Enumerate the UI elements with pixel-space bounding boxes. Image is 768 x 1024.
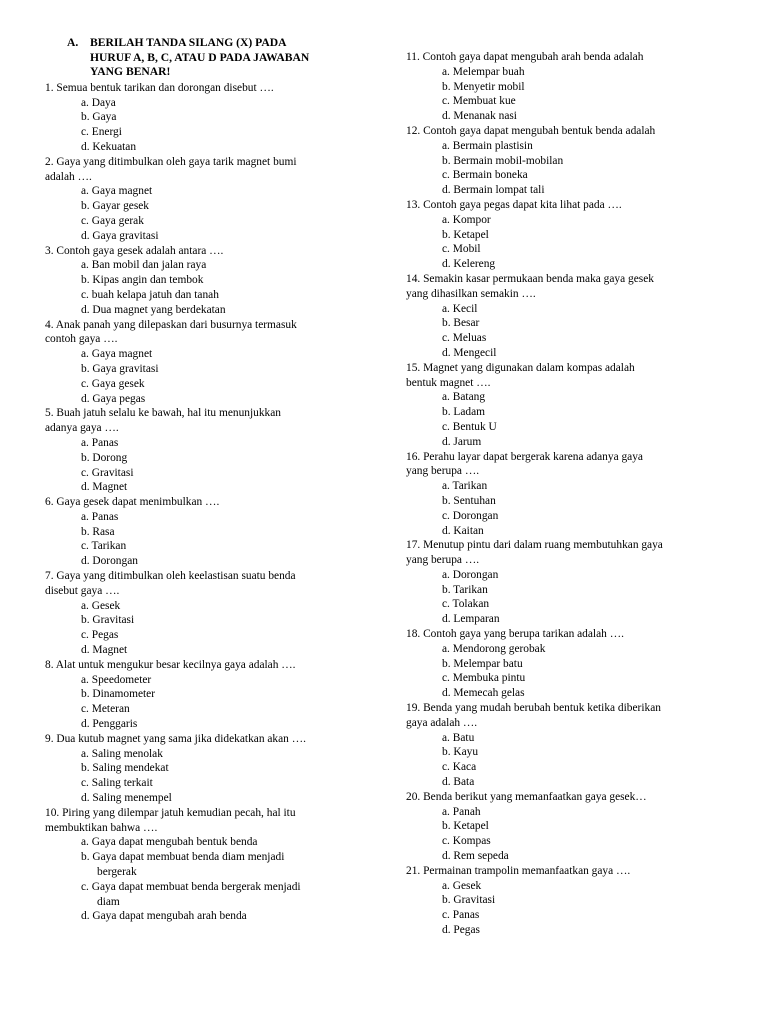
answer-option[interactable]: c. Gravitasi bbox=[81, 466, 134, 479]
question-text: adanya gaya …. bbox=[45, 422, 119, 435]
question-text: 17. Menutup pintu dari dalam ruang membutuhkan gaya bbox=[406, 539, 663, 552]
answer-option[interactable]: d. Saling menempel bbox=[81, 792, 172, 805]
answer-option[interactable]: c. Tolakan bbox=[442, 598, 490, 611]
answer-option[interactable]: a. Kompor bbox=[442, 213, 491, 226]
answer-option[interactable]: c. Pegas bbox=[81, 629, 119, 642]
answer-option[interactable]: c. Membuat kue bbox=[442, 95, 516, 108]
question-text: yang berupa …. bbox=[406, 554, 480, 567]
question-block bbox=[406, 272, 736, 361]
answer-option[interactable]: c. Panas bbox=[442, 909, 480, 922]
question-text: 4. Anak panah yang dilepaskan dari busurnya termasuk bbox=[45, 318, 297, 331]
question-text: yang dihasilkan semakin …. bbox=[406, 287, 536, 300]
answer-option[interactable]: c. Saling terkait bbox=[81, 777, 153, 790]
answer-option[interactable]: d. Lemparan bbox=[442, 613, 500, 626]
question-text: 2. Gaya yang ditimbulkan oleh gaya tarik magnet bumi bbox=[45, 155, 297, 168]
question-text: 16. Perahu layar dapat bergerak karena adanya gaya bbox=[406, 450, 643, 463]
answer-option[interactable]: b. Gaya gravitasi bbox=[81, 362, 159, 375]
question-block bbox=[45, 806, 365, 924]
question-text: 1. Semua bentuk tarikan dan dorongan disebut …. bbox=[45, 81, 274, 94]
answer-option[interactable]: a. Panah bbox=[442, 805, 481, 818]
answer-option[interactable]: c. buah kelapa jatuh dan tanah bbox=[81, 288, 219, 301]
answer-option[interactable]: a. Batang bbox=[442, 391, 486, 404]
question-block bbox=[45, 569, 365, 658]
answer-option[interactable]: c. Dorongan bbox=[442, 509, 499, 522]
answer-option[interactable]: d. Dorongan bbox=[81, 555, 138, 568]
question-text: membuktikan bahwa …. bbox=[45, 821, 158, 834]
question-block bbox=[406, 627, 736, 701]
question-text: 20. Benda berikut yang memanfaatkan gaya gesek… bbox=[406, 790, 647, 803]
answer-option[interactable]: b. Rasa bbox=[81, 525, 115, 538]
answer-option[interactable]: d. Gaya dapat mengubah arah benda bbox=[81, 910, 247, 923]
answer-option[interactable]: a. Bermain plastisin bbox=[442, 139, 533, 152]
answer-option[interactable]: d. Kelereng bbox=[442, 258, 496, 271]
question-text: 10. Piring yang dilempar jatuh kemudian pecah, hal itu bbox=[45, 806, 296, 819]
answer-option[interactable]: d. Jarum bbox=[442, 435, 482, 448]
question-text: 12. Contoh gaya dapat mengubah bentuk benda adalah bbox=[406, 124, 656, 137]
question-block bbox=[45, 658, 365, 732]
answer-option[interactable]: b. Dorong bbox=[81, 451, 128, 464]
answer-option[interactable]: d. Gaya pegas bbox=[81, 392, 146, 405]
answer-option[interactable]: a. Tarikan bbox=[442, 480, 488, 493]
answer-option[interactable]: c. Gaya dapat membuat benda bergerak menjadi bbox=[81, 880, 301, 893]
answer-option[interactable]: b. Saling mendekat bbox=[81, 762, 169, 775]
answer-option[interactable]: d. Rem sepeda bbox=[442, 850, 509, 863]
section-letter: A. bbox=[67, 36, 79, 49]
answer-option[interactable]: d. Bata bbox=[442, 776, 475, 789]
answer-option[interactable]: d. Penggaris bbox=[81, 718, 138, 731]
question-text: adalah …. bbox=[45, 170, 92, 183]
question-text: 18. Contoh gaya yang berupa tarikan adalah …. bbox=[406, 628, 624, 641]
answer-option[interactable]: b. Menyetir mobil bbox=[442, 80, 525, 93]
question-text: 21. Permainan trampolin memanfaatkan gaya …. bbox=[406, 864, 631, 877]
answer-option[interactable]: c. Gaya gerak bbox=[81, 214, 144, 227]
question-list-right bbox=[406, 50, 736, 938]
answer-option[interactable]: d. Menanak nasi bbox=[442, 110, 517, 123]
question-block bbox=[406, 198, 736, 272]
question-list-left bbox=[45, 81, 365, 924]
question-block bbox=[45, 244, 365, 318]
answer-option[interactable]: a. Dorongan bbox=[442, 568, 499, 581]
answer-option[interactable]: a. Kecil bbox=[442, 302, 478, 315]
answer-option[interactable]: diam bbox=[97, 895, 120, 908]
answer-option[interactable]: a. Batu bbox=[442, 731, 475, 744]
answer-option[interactable]: b. Ketapel bbox=[442, 820, 489, 833]
question-text: 11. Contoh gaya dapat mengubah arah benda adalah bbox=[406, 51, 644, 63]
answer-option[interactable]: d. Dua magnet yang berdekatan bbox=[81, 303, 226, 316]
question-block bbox=[45, 495, 365, 569]
answer-option[interactable]: a. Gesek bbox=[442, 879, 482, 892]
answer-option[interactable]: c. Membuka pintu bbox=[442, 672, 526, 685]
answer-option[interactable]: a. Daya bbox=[81, 96, 116, 109]
answer-option[interactable]: a. Saling menolak bbox=[81, 747, 163, 760]
answer-option[interactable]: d. Magnet bbox=[81, 644, 128, 657]
question-text: 15. Magnet yang digunakan dalam kompas adalah bbox=[406, 361, 635, 374]
question-block bbox=[406, 50, 736, 124]
answer-option[interactable]: c. Meteran bbox=[81, 703, 130, 716]
answer-option[interactable]: b. Melempar batu bbox=[442, 657, 523, 670]
answer-option[interactable]: b. Kayu bbox=[442, 746, 479, 759]
question-text: contoh gaya …. bbox=[45, 333, 118, 346]
answer-option[interactable]: d. Pegas bbox=[442, 924, 480, 937]
answer-option[interactable]: b. Sentuhan bbox=[442, 494, 496, 507]
answer-option[interactable]: c. Kaca bbox=[442, 761, 477, 774]
answer-option[interactable]: b. Gaya dapat membuat benda diam menjadi bbox=[81, 851, 285, 864]
answer-option[interactable]: bergerak bbox=[97, 866, 137, 879]
answer-option[interactable]: c. Meluas bbox=[442, 332, 487, 345]
instruction-heading bbox=[45, 36, 365, 80]
answer-option[interactable]: a. Melempar buah bbox=[442, 65, 525, 78]
answer-option[interactable]: b. Bermain mobil-mobilan bbox=[442, 154, 564, 167]
answer-option[interactable]: a. Gaya magnet bbox=[81, 185, 153, 198]
answer-option[interactable]: b. Gravitasi bbox=[442, 894, 496, 907]
question-text: 6. Gaya gesek dapat menimbulkan …. bbox=[45, 496, 220, 509]
question-text: 7. Gaya yang ditimbulkan oleh keelastisan suatu benda bbox=[45, 570, 296, 583]
question-block bbox=[45, 732, 365, 806]
answer-option[interactable]: c. Mobil bbox=[442, 243, 481, 256]
answer-option[interactable]: d. Memecah gelas bbox=[442, 687, 525, 700]
question-block bbox=[45, 81, 365, 155]
answer-option[interactable]: c. Bentuk U bbox=[442, 420, 497, 433]
right-column bbox=[406, 50, 736, 938]
answer-option[interactable]: d. Mengecil bbox=[442, 346, 497, 359]
question-block bbox=[406, 450, 736, 539]
answer-option[interactable]: b. Ladam bbox=[442, 406, 486, 419]
answer-option[interactable]: d. Kaitan bbox=[442, 524, 484, 537]
answer-option[interactable]: b. Gaya bbox=[81, 111, 117, 124]
question-text: 5. Buah jatuh selalu ke bawah, hal itu menunjukkan bbox=[45, 407, 281, 420]
answer-option[interactable]: d. Bermain lompat tali bbox=[442, 184, 545, 197]
question-text: 14. Semakin kasar permukaan benda maka gaya gesek bbox=[406, 272, 654, 285]
question-block bbox=[45, 406, 365, 495]
question-block bbox=[406, 701, 736, 790]
answer-option[interactable]: a. Speedometer bbox=[81, 673, 152, 686]
answer-option[interactable]: a. Ban mobil dan jalan raya bbox=[81, 259, 207, 272]
question-block bbox=[406, 124, 736, 198]
question-text: bentuk magnet …. bbox=[406, 376, 491, 389]
question-text: 19. Benda yang mudah berubah bentuk ketika diberikan bbox=[406, 702, 661, 715]
answer-option[interactable]: a. Gesek bbox=[81, 599, 121, 612]
answer-option[interactable]: c. Kompas bbox=[442, 835, 491, 848]
question-block bbox=[406, 790, 736, 864]
answer-option[interactable]: b. Besar bbox=[442, 317, 480, 330]
question-text: gaya adalah …. bbox=[406, 716, 478, 729]
answer-option[interactable]: b. Ketapel bbox=[442, 228, 489, 241]
question-text: 9. Dua kutub magnet yang sama jika didekatkan akan …. bbox=[45, 732, 306, 745]
question-text: 13. Contoh gaya pegas dapat kita lihat pada …. bbox=[406, 198, 622, 211]
answer-option[interactable]: b. Gravitasi bbox=[81, 614, 135, 627]
instruction-text bbox=[90, 36, 365, 80]
answer-option[interactable]: c. Energi bbox=[81, 126, 122, 139]
answer-option[interactable]: d. Kekuatan bbox=[81, 140, 137, 153]
answer-option[interactable]: c. Tarikan bbox=[81, 540, 127, 553]
answer-option[interactable]: b. Dinamometer bbox=[81, 688, 156, 701]
answer-option[interactable]: c. Bermain boneka bbox=[442, 169, 528, 182]
answer-option[interactable]: b. Tarikan bbox=[442, 583, 488, 596]
answer-option[interactable]: a. Gaya dapat mengubah bentuk benda bbox=[81, 836, 258, 849]
answer-option[interactable]: a. Panas bbox=[81, 436, 119, 449]
answer-option[interactable]: c. Gaya gesek bbox=[81, 377, 145, 390]
question-text: yang berupa …. bbox=[406, 465, 480, 478]
answer-option[interactable]: b. Gayar gesek bbox=[81, 200, 149, 213]
question-text: disebut gaya …. bbox=[45, 584, 120, 597]
question-block bbox=[45, 155, 365, 244]
left-column bbox=[45, 36, 365, 924]
question-block bbox=[406, 538, 736, 627]
answer-option[interactable]: d. Magnet bbox=[81, 481, 128, 494]
instruction-line: HURUF A, B, C, ATAU D PADA JAWABAN bbox=[90, 50, 310, 64]
question-text: 3. Contoh gaya gesek adalah antara …. bbox=[45, 244, 224, 257]
question-block bbox=[45, 318, 365, 407]
answer-option[interactable]: a. Gaya magnet bbox=[81, 348, 153, 361]
answer-option[interactable]: d. Gaya gravitasi bbox=[81, 229, 159, 242]
instruction-line: YANG BENAR! bbox=[90, 65, 171, 79]
question-text: 8. Alat untuk mengukur besar kecilnya gaya adalah …. bbox=[45, 658, 296, 671]
answer-option[interactable]: b. Kipas angin dan tembok bbox=[81, 274, 204, 287]
instruction-line: BERILAH TANDA SILANG (X) PADA bbox=[90, 36, 287, 49]
question-block bbox=[406, 361, 736, 450]
answer-option[interactable]: a. Mendorong gerobak bbox=[442, 642, 546, 655]
answer-option[interactable]: a. Panas bbox=[81, 510, 119, 523]
question-block bbox=[406, 864, 736, 938]
